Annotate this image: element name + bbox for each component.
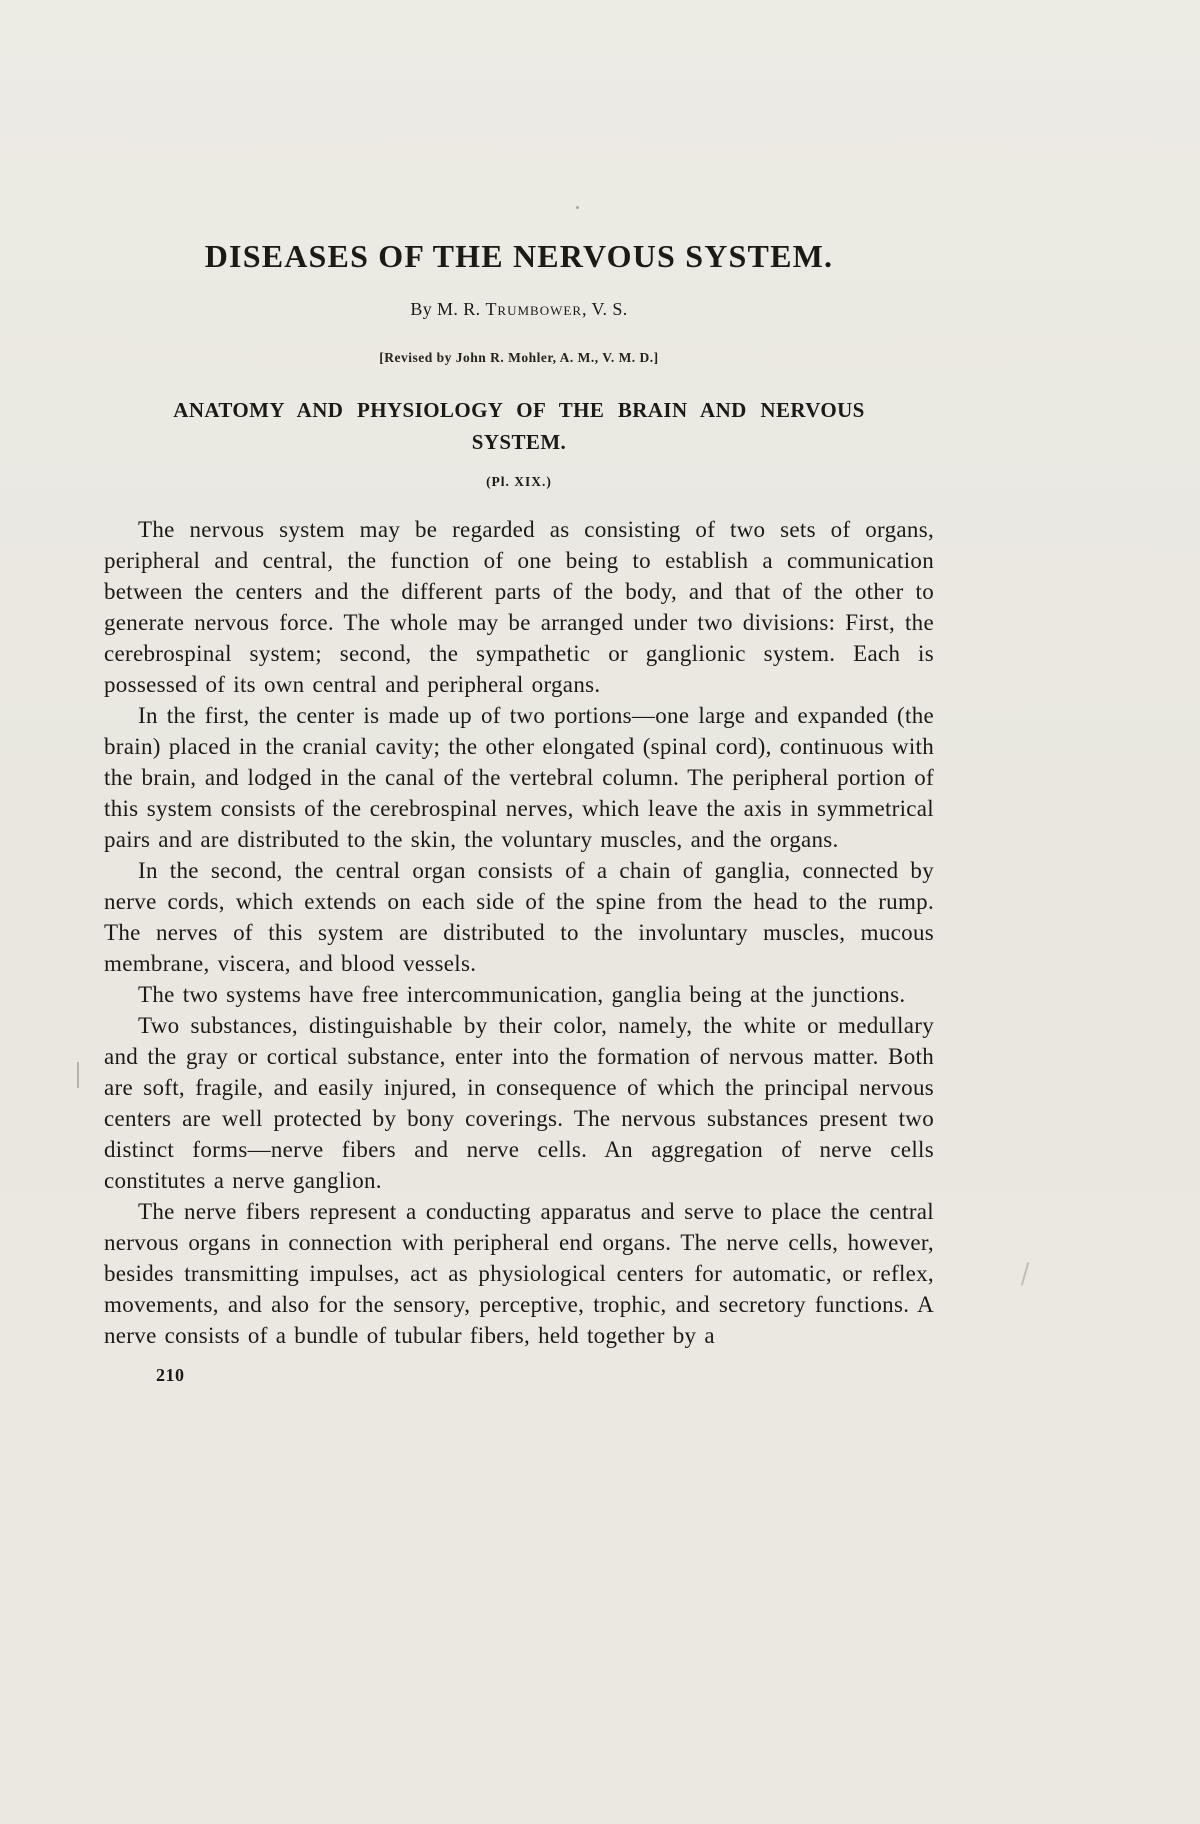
byline [104,299,934,320]
page-number: 210 [156,1365,185,1385]
section-heading-line-1: ANATOMY AND PHYSIOLOGY OF THE BRAIN AND NERVOUS [173,398,865,422]
section-heading-line-2: SYSTEM. [471,430,567,454]
body-text [104,514,934,1351]
text-column [104,238,934,1386]
document-title: DISEASES OF THE NERVOUS SYSTEM. [204,238,834,274]
revision-note: [Revised by John R. Mohler, A. M., V. M. D.] [379,350,659,365]
paragraph-4: The two systems have free intercommunication, ganglia being at the junctions. [138,982,906,1007]
section-heading [119,394,919,458]
paragraph-5: Two substances, distinguishable by their color, namely, the white or medullary and the gray or cortical substance, enter into the formation of nervous matter. Both are soft, fragile, and easily injured, in consequence of which the principal nervous centers are well protected by bony coverings. The nervous substances present two distinct forms—nerve fibers and nerve cells. An aggregation of nerve cells constitutes a nerve ganglion. [104,1013,934,1193]
scan-artifact-right-margin [1021,1262,1030,1286]
plate-reference: (Pl. XIX.) [486,474,552,489]
paragraph-3: In the second, the central organ consists of a chain of ganglia, connected by nerve cords, which extends on each side of the spine from the head to the rump. The nerves of this system are distributed to the involuntary muscles, mucous membrane, viscera, and blood vessels. [104,858,934,976]
scan-artifact-speck [576,206,579,209]
byline-author-name: Trumbower [485,299,582,319]
paragraph-2: In the first, the center is made up of two portions—one large and expanded (the brain) placed in the cranial cavity; the other elongated (spinal cord), continuous with the brain, and lodged in the canal of the vertebral column. The peripheral portion of this system consists of the cerebrospinal nerves, which leave the axis in symmetrical pairs and are distributed to the skin, the voluntary muscles, and the organs. [104,703,934,852]
byline-prefix: By M. R. [410,299,486,319]
byline-suffix: , V. S. [582,299,628,319]
scan-artifact-left-margin [77,1062,79,1088]
paragraph-1: The nervous system may be regarded as consisting of two sets of organs, peripheral and central, the function of one being to establish a communication between the centers and the different parts of the body, and that of the other to generate nervous force. The whole may be arranged under two divisions: First, the cerebrospinal system; second, the sympathetic or ganglionic system. Each is possessed of its own central and peripheral organs. [104,517,934,697]
paragraph-6: The nerve fibers represent a conducting apparatus and serve to place the central nervous organs in connection with peripheral end organs. The nerve cells, however, besides transmitting impulses, act as physiological centers for automatic, or reflex, movements, and also for the sensory, perceptive, trophic, and secretory functions. A nerve consists of a bundle of tubular fibers, held together by a [104,1199,934,1348]
